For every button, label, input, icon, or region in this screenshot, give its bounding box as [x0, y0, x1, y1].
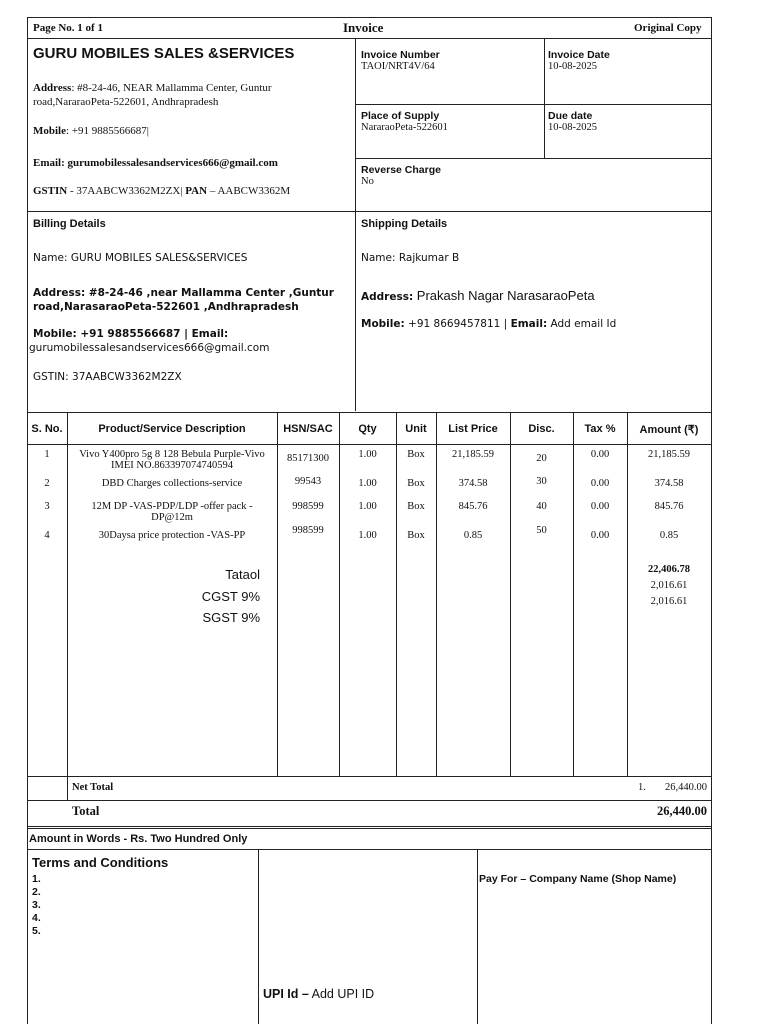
seller-mobile-value: : +91 9885566687| — [66, 125, 149, 137]
seller-email — [33, 157, 278, 169]
row-tax: 0.00 — [590, 449, 610, 460]
tax-summary-values — [627, 562, 711, 610]
terms-item: 4. — [32, 912, 41, 924]
amount-in-words: Amount in Words - Rs. Two Hundred Only — [29, 833, 248, 845]
row-description-line2: IMEI NO.863397074740594 — [111, 460, 233, 471]
col-header-amount: Amount (₹) — [639, 424, 699, 436]
net-total-prefix: 1. — [638, 782, 646, 793]
row-hsn: 99543 — [294, 476, 322, 487]
invoice-number-label: Invoice Number — [361, 49, 440, 61]
col-header-tax: Tax % — [584, 423, 616, 435]
col-header-list-price: List Price — [448, 423, 498, 435]
upi-id — [263, 987, 374, 1001]
reverse-charge-label: Reverse Charge — [361, 164, 441, 176]
net-total-label: Net Total — [72, 782, 114, 793]
seller-address-line2: road,NararaoPeta-522601, Andhrapradesh — [33, 96, 219, 108]
document-title: Invoice — [343, 20, 384, 35]
billing-gstin: GSTIN: 37AABCW3362M2ZX — [33, 371, 182, 383]
row-tax: 0.00 — [590, 501, 610, 512]
row-list-price: 374.58 — [458, 478, 488, 489]
due-date: 10-08-2025 — [548, 122, 597, 133]
total-label: Total — [72, 804, 100, 818]
upi-value: Add UPI ID — [308, 987, 375, 1001]
col-header-disc: Disc. — [528, 423, 555, 435]
terms-title: Terms and Conditions — [32, 855, 169, 870]
terms-item: 5. — [32, 925, 41, 937]
row-disc: 30 — [536, 476, 547, 487]
seller-name: GURU MOBILES SALES &SERVICES — [33, 45, 295, 62]
billing-address-line1: Address: #8-24-46 ,near Mallamma Center ,Guntur — [33, 287, 334, 299]
seller-email-value: gurumobilessalesandservices666@gmail.com — [67, 157, 278, 169]
row-tax: 0.00 — [590, 478, 610, 489]
seller-pan-value: – AABCW3362M — [207, 185, 291, 197]
row-amount: 845.76 — [654, 501, 684, 512]
summary-label-cgst: CGST 9% — [201, 588, 260, 604]
row-description-line1: Vivo Y400pro 5g 8 128 Bebula Purple-Vivo — [79, 449, 265, 460]
col-header-sno: S. No. — [31, 423, 63, 435]
seller-email-label: Email: — [33, 157, 65, 169]
pay-for: Pay For – Company Name (Shop Name) — [479, 873, 677, 885]
invoice-date: 10-08-2025 — [548, 61, 597, 72]
row-list-price: 0.85 — [463, 530, 483, 541]
row-sno: 2 — [44, 478, 50, 489]
upi-label: UPI Id – — [263, 987, 309, 1001]
summary-value-cgst: 2,016.61 — [650, 580, 688, 591]
shipping-email-value: Add email Id — [547, 318, 617, 330]
seller-gstin-label: GSTIN — [33, 185, 68, 197]
summary-value-sgst: 2,016.61 — [650, 596, 688, 607]
row-description-line1: 12M DP -VAS-PDP/LDP -offer pack - — [91, 501, 253, 512]
seller-gstin — [33, 185, 290, 197]
row-unit: Box — [407, 449, 425, 460]
billing-title: Billing Details — [33, 218, 106, 230]
seller-address-line1: : #8-24-46, NEAR Mallamma Center, Guntur — [71, 82, 272, 94]
seller-mobile — [33, 125, 149, 137]
summary-value-subtotal: 22,406.78 — [648, 564, 690, 575]
summary-label-subtotal: Tataol — [225, 567, 260, 582]
row-tax: 0.00 — [590, 530, 610, 541]
seller-address — [33, 81, 272, 109]
row-hsn: 998599 — [292, 525, 324, 536]
terms-item: 3. — [32, 899, 41, 911]
invoice-number: TAOI/NRT4V/64 — [361, 61, 435, 72]
seller-pan-label: PAN — [185, 185, 208, 197]
row-description-line2: DP@12m — [151, 512, 193, 523]
place-of-supply: NararaoPeta-522601 — [361, 122, 448, 133]
place-of-supply-label: Place of Supply — [361, 110, 440, 122]
total-value: 26,440.00 — [657, 804, 707, 818]
row-hsn: 998599 — [292, 501, 324, 512]
summary-label-sgst: SGST 9% — [202, 610, 260, 625]
row-unit: Box — [407, 530, 425, 541]
terms-list — [32, 873, 41, 938]
terms-item: 1. — [32, 873, 41, 885]
col-header-qty: Qty — [358, 423, 377, 435]
row-qty: 1.00 — [358, 501, 377, 512]
row-description: 30Daysa price protection -VAS-PP — [98, 530, 246, 541]
shipping-mobile-label: Mobile: — [361, 318, 405, 330]
invoice-date-label: Invoice Date — [548, 49, 610, 61]
row-unit: Box — [407, 501, 425, 512]
page-number: Page No. 1 of 1 — [33, 22, 103, 34]
row-amount: 0.85 — [659, 530, 679, 541]
shipping-title: Shipping Details — [361, 218, 448, 230]
row-amount: 21,185.59 — [648, 449, 690, 460]
billing-mobile: Mobile: +91 9885566687 | Email: — [33, 328, 229, 340]
billing-email: gurumobilessalesandservices666@gmail.com — [29, 342, 270, 354]
row-sno: 1 — [44, 449, 50, 460]
billing-name: Name: GURU MOBILES SALES&SERVICES — [33, 252, 248, 264]
col-header-unit: Unit — [405, 423, 427, 435]
row-hsn: 85171300 — [287, 453, 329, 464]
terms-item: 2. — [32, 886, 41, 898]
row-description — [69, 449, 275, 471]
row-unit: Box — [407, 478, 425, 489]
tax-summary-labels — [190, 564, 260, 629]
shipping-mobile-value: +91 8669457811 | — [404, 318, 511, 330]
net-total-value: 26,440.00 — [665, 782, 707, 793]
row-qty: 1.00 — [358, 530, 377, 541]
row-disc: 40 — [536, 501, 547, 512]
row-disc: 20 — [536, 453, 547, 464]
row-description — [69, 501, 275, 523]
row-list-price: 21,185.59 — [452, 449, 494, 460]
shipping-address-value: Prakash Nagar NarasaraoPeta — [413, 288, 595, 303]
seller-gstin-value: - 37AABCW3362M2ZX| — [67, 185, 186, 197]
copy-type: Original Copy — [634, 22, 702, 34]
row-sno: 3 — [44, 501, 50, 512]
shipping-email-label: Email: — [510, 318, 548, 330]
due-date-label: Due date — [548, 110, 593, 122]
reverse-charge: No — [361, 176, 374, 187]
col-header-description: Product/Service Description — [98, 423, 246, 435]
row-sno: 4 — [44, 530, 50, 541]
shipping-name: Name: Rajkumar B — [361, 252, 460, 264]
seller-address-label: Address — [33, 82, 72, 94]
billing-address — [33, 286, 334, 314]
billing-address-line2: road,NarasaraoPeta-522601 ,Andhrapradesh — [33, 301, 299, 313]
seller-mobile-label: Mobile — [33, 125, 66, 137]
col-header-hsn: HSN/SAC — [283, 423, 333, 435]
row-description: DBD Charges collections-service — [101, 478, 243, 489]
row-disc: 50 — [536, 525, 547, 536]
row-list-price: 845.76 — [458, 501, 488, 512]
shipping-address-label: Address: — [361, 291, 414, 303]
row-qty: 1.00 — [358, 449, 377, 460]
row-amount: 374.58 — [654, 478, 684, 489]
shipping-address — [361, 288, 595, 303]
row-qty: 1.00 — [358, 478, 377, 489]
shipping-contact — [361, 318, 616, 330]
